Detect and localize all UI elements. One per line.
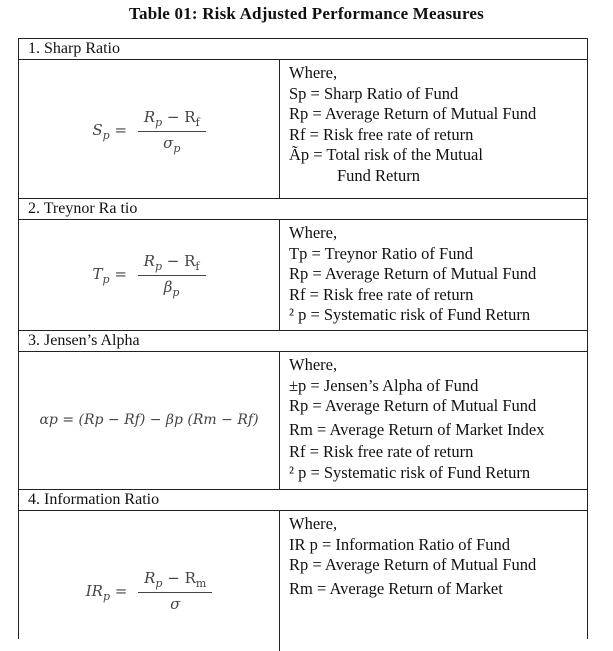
section-body-information-ratio (19, 511, 587, 651)
section-body-sharp-ratio (19, 60, 587, 199)
information-ratio-formula: $IR_p$ = $\frac{R_p - R_m}{\sigma}$ (19, 569, 279, 616)
jensens-alpha-formula: αp = (Rp − Rf) − βp (Rm − Rf) (39, 412, 259, 428)
sharp-ratio-formula: $S_p$ = $\frac{R_p - R_f}{\sigma_p}$ (19, 108, 279, 155)
sharp-ratio-definitions: Where, Sp = Sharp Ratio of Fund Rp = Average Return of Mutual Fund Rf = Risk free rate of return Ãp = Total risk of the Mutual Fund Return (289, 63, 537, 185)
section-heading-information-ratio: 4. Information Ratio (19, 490, 587, 511)
section-body-treynor-ratio (19, 220, 587, 331)
section-body-jensens-alpha (19, 352, 587, 490)
section-heading-treynor-ratio: 2. Treynor Ra tio (19, 199, 587, 220)
measures-table (18, 38, 588, 639)
jensens-alpha-definitions: Where, ±p = Jensen’s Alpha of Fund Rp = Average Return of Mutual Fund Rm = Average Return of Market Index Rf = Risk free rate of return ² p = Systematic risk of Fund Return (289, 355, 545, 482)
section-heading-sharp-ratio: 1. Sharp Ratio (19, 39, 587, 60)
section-heading-jensens-alpha: 3. Jensen’s Alpha (19, 331, 587, 352)
treynor-ratio-formula: $T_p$ = $\frac{R_p - R_f}{\beta_p}$ (19, 252, 279, 299)
treynor-ratio-definitions: Where, Tp = Treynor Ratio of Fund Rp = Average Return of Mutual Fund Rf = Risk free rate of return ² p = Systematic risk of Fund Return (289, 223, 537, 325)
information-ratio-definitions: Where, IR p = Information Ratio of Fund Rp = Average Return of Mutual Fund Rm = Average Return of Market (289, 514, 537, 598)
table-title: Table 01: Risk Adjusted Performance Measures (129, 4, 484, 23)
